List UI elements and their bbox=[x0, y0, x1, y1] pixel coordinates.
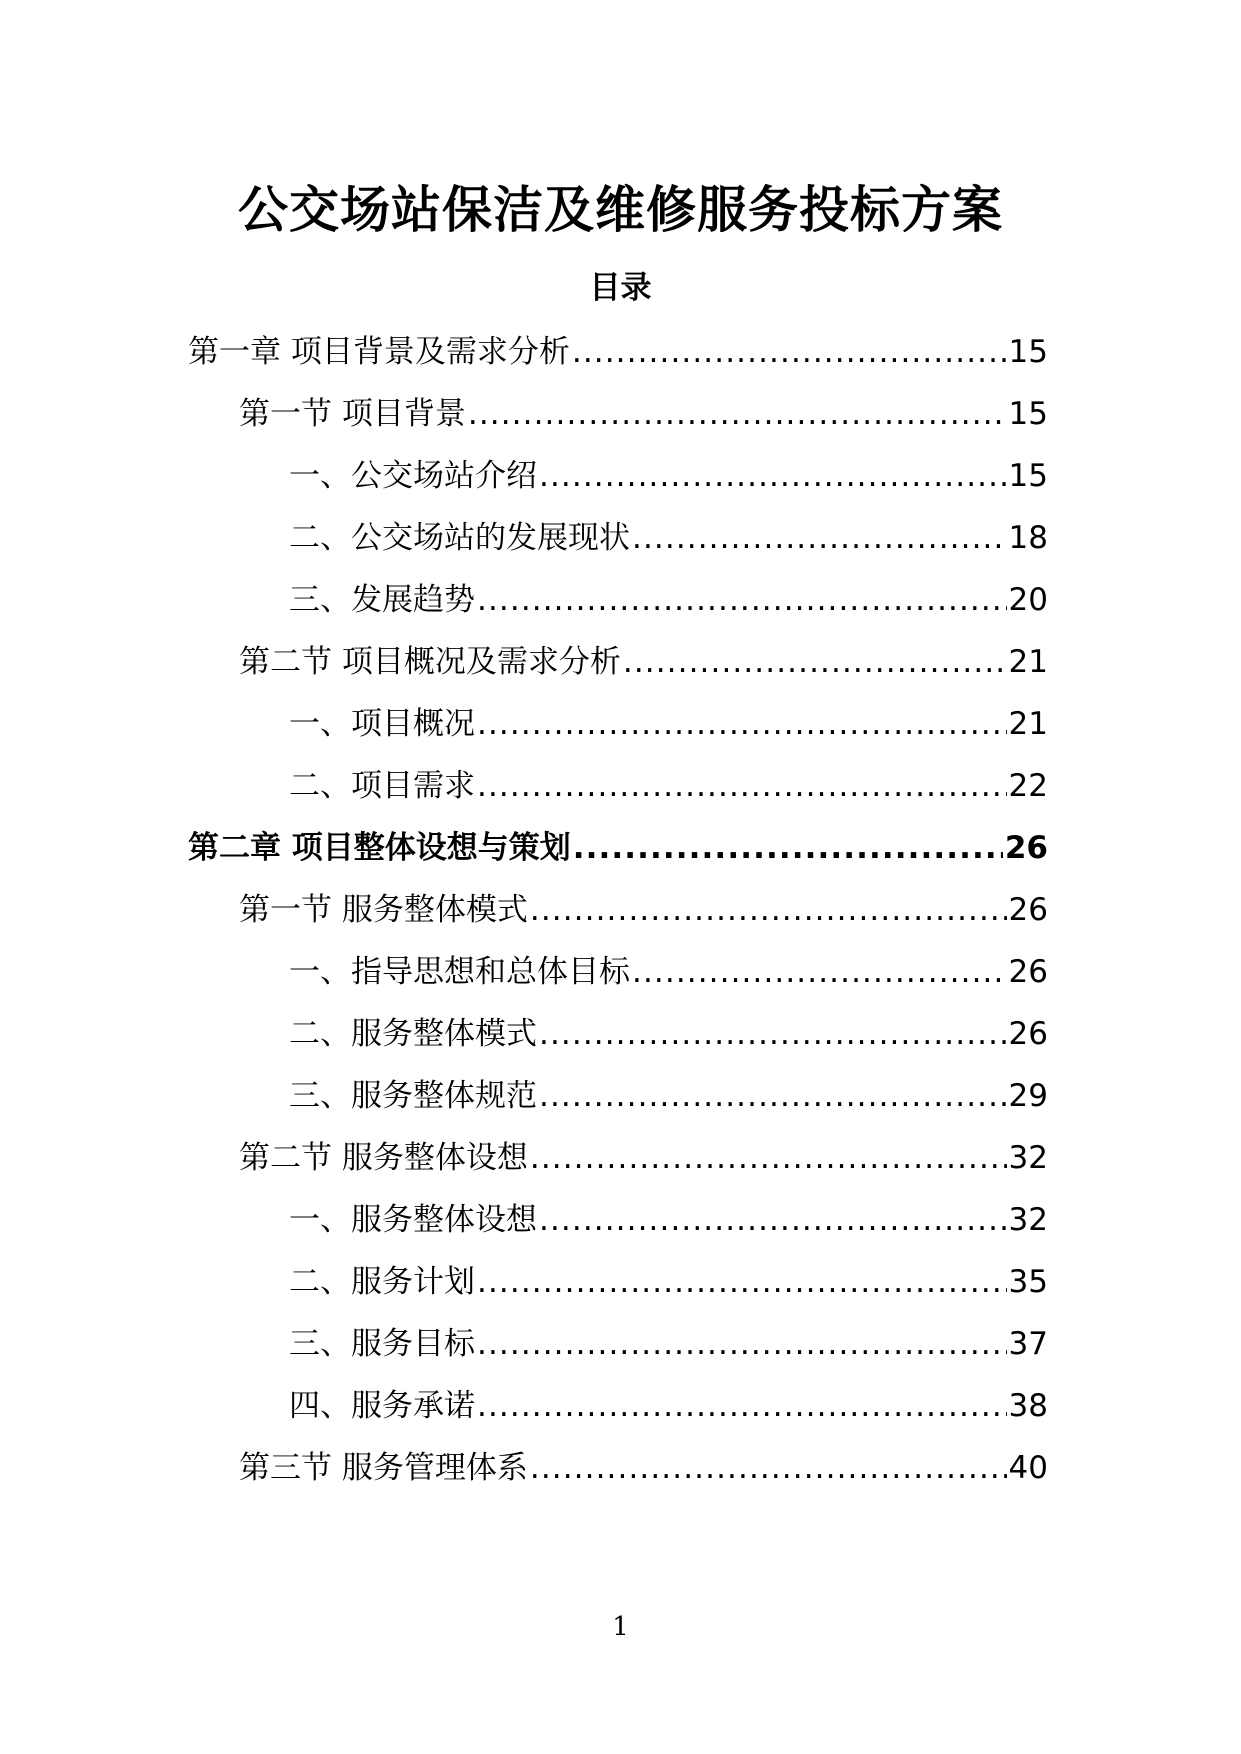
toc-entry-page: 15 bbox=[1008, 396, 1048, 432]
toc-entry-page: 21 bbox=[1008, 644, 1048, 680]
toc-entry-page: 15 bbox=[1008, 334, 1048, 370]
toc-entry-subsection[interactable] bbox=[289, 516, 1048, 560]
toc-entry-page: 32 bbox=[1008, 1140, 1048, 1176]
toc-leader-dots bbox=[572, 330, 1007, 374]
page-number: 1 bbox=[612, 1612, 629, 1642]
toc-entry-section[interactable] bbox=[239, 640, 1048, 684]
toc-entry-label: 三、发展趋势 bbox=[289, 582, 475, 618]
toc-entry-subsection[interactable] bbox=[289, 764, 1048, 808]
toc-leader-dots bbox=[477, 578, 1007, 622]
toc-entry-page: 35 bbox=[1008, 1264, 1048, 1300]
toc-entry-subsection[interactable] bbox=[289, 1384, 1048, 1428]
toc-leader-dots bbox=[632, 516, 1007, 560]
toc-leader-dots bbox=[573, 826, 1003, 870]
toc-entry-label: 一、公交场站介绍 bbox=[289, 458, 537, 494]
toc-entry-chapter-1[interactable] bbox=[188, 330, 1048, 374]
page-title: 公交场站保洁及维修服务投标方案 bbox=[238, 181, 1003, 239]
toc-leader-dots bbox=[477, 764, 1007, 808]
toc-leader-dots bbox=[539, 1074, 1007, 1118]
toc-entry-subsection[interactable] bbox=[289, 1198, 1048, 1242]
toc-leader-dots bbox=[477, 1384, 1007, 1428]
toc-entry-subsection[interactable] bbox=[289, 1260, 1048, 1304]
toc-entry-subsection[interactable] bbox=[289, 1012, 1048, 1056]
toc-entry-page: 26 bbox=[1004, 830, 1048, 866]
toc-entry-subsection[interactable] bbox=[289, 702, 1048, 746]
toc-entry-label: 第一节 项目背景 bbox=[239, 396, 466, 432]
toc-entry-subsection[interactable] bbox=[289, 578, 1048, 622]
toc-entry-section[interactable] bbox=[239, 1446, 1048, 1490]
toc-entry-label: 一、项目概况 bbox=[289, 706, 475, 742]
toc-leader-dots bbox=[477, 1260, 1007, 1304]
toc-entry-label: 三、服务整体规范 bbox=[289, 1078, 537, 1114]
toc-entry-label: 第一章 项目背景及需求分析 bbox=[188, 334, 570, 370]
toc-entry-section[interactable] bbox=[239, 1136, 1048, 1180]
toc-leader-dots bbox=[530, 888, 1007, 932]
toc-entry-label: 第二节 项目概况及需求分析 bbox=[239, 644, 621, 680]
toc-entry-label: 第三节 服务管理体系 bbox=[239, 1450, 528, 1486]
toc-entry-label: 二、公交场站的发展现状 bbox=[289, 520, 630, 556]
toc-entry-subsection[interactable] bbox=[289, 454, 1048, 498]
toc-entry-label: 第一节 服务整体模式 bbox=[239, 892, 528, 928]
toc-entry-page: 38 bbox=[1008, 1388, 1048, 1424]
toc-entry-section[interactable] bbox=[239, 888, 1048, 932]
toc-entry-chapter-2[interactable] bbox=[188, 826, 1048, 870]
toc-leader-dots bbox=[539, 1012, 1007, 1056]
toc-entry-label: 第二章 项目整体设想与策划 bbox=[188, 830, 571, 866]
toc-entry-section[interactable] bbox=[239, 392, 1048, 436]
toc-entry-page: 37 bbox=[1008, 1326, 1048, 1362]
toc-entry-page: 29 bbox=[1008, 1078, 1048, 1114]
toc-entry-subsection[interactable] bbox=[289, 1074, 1048, 1118]
toc-entry-subsection[interactable] bbox=[289, 1322, 1048, 1366]
toc-leader-dots bbox=[477, 1322, 1007, 1366]
toc-entry-label: 一、指导思想和总体目标 bbox=[289, 954, 630, 990]
toc-entry-page: 20 bbox=[1008, 582, 1048, 618]
toc-entry-page: 26 bbox=[1008, 892, 1048, 928]
toc-leader-dots bbox=[623, 640, 1007, 684]
toc-entry-label: 二、服务计划 bbox=[289, 1264, 475, 1300]
toc-entry-page: 21 bbox=[1008, 706, 1048, 742]
toc-entry-label: 第二节 服务整体设想 bbox=[239, 1140, 528, 1176]
toc-entry-page: 26 bbox=[1008, 1016, 1048, 1052]
toc-entry-label: 四、服务承诺 bbox=[289, 1388, 475, 1424]
toc-leader-dots bbox=[477, 702, 1007, 746]
toc-entry-page: 40 bbox=[1008, 1450, 1048, 1486]
toc-entry-label: 二、服务整体模式 bbox=[289, 1016, 537, 1052]
toc-entry-label: 三、服务目标 bbox=[289, 1326, 475, 1362]
toc-entry-page: 22 bbox=[1008, 768, 1048, 804]
toc-heading: 目录 bbox=[589, 270, 652, 306]
toc-entry-page: 18 bbox=[1008, 520, 1048, 556]
toc-entry-page: 32 bbox=[1008, 1202, 1048, 1238]
toc-leader-dots bbox=[539, 454, 1007, 498]
toc-leader-dots bbox=[530, 1446, 1007, 1490]
toc-entry-label: 二、项目需求 bbox=[289, 768, 475, 804]
toc-leader-dots bbox=[468, 392, 1007, 436]
toc-entry-subsection[interactable] bbox=[289, 950, 1048, 994]
toc-leader-dots bbox=[530, 1136, 1007, 1180]
toc-entry-page: 15 bbox=[1008, 458, 1048, 494]
toc-leader-dots bbox=[632, 950, 1007, 994]
toc-entry-label: 一、服务整体设想 bbox=[289, 1202, 537, 1238]
toc-leader-dots bbox=[539, 1198, 1007, 1242]
toc-entry-page: 26 bbox=[1008, 954, 1048, 990]
